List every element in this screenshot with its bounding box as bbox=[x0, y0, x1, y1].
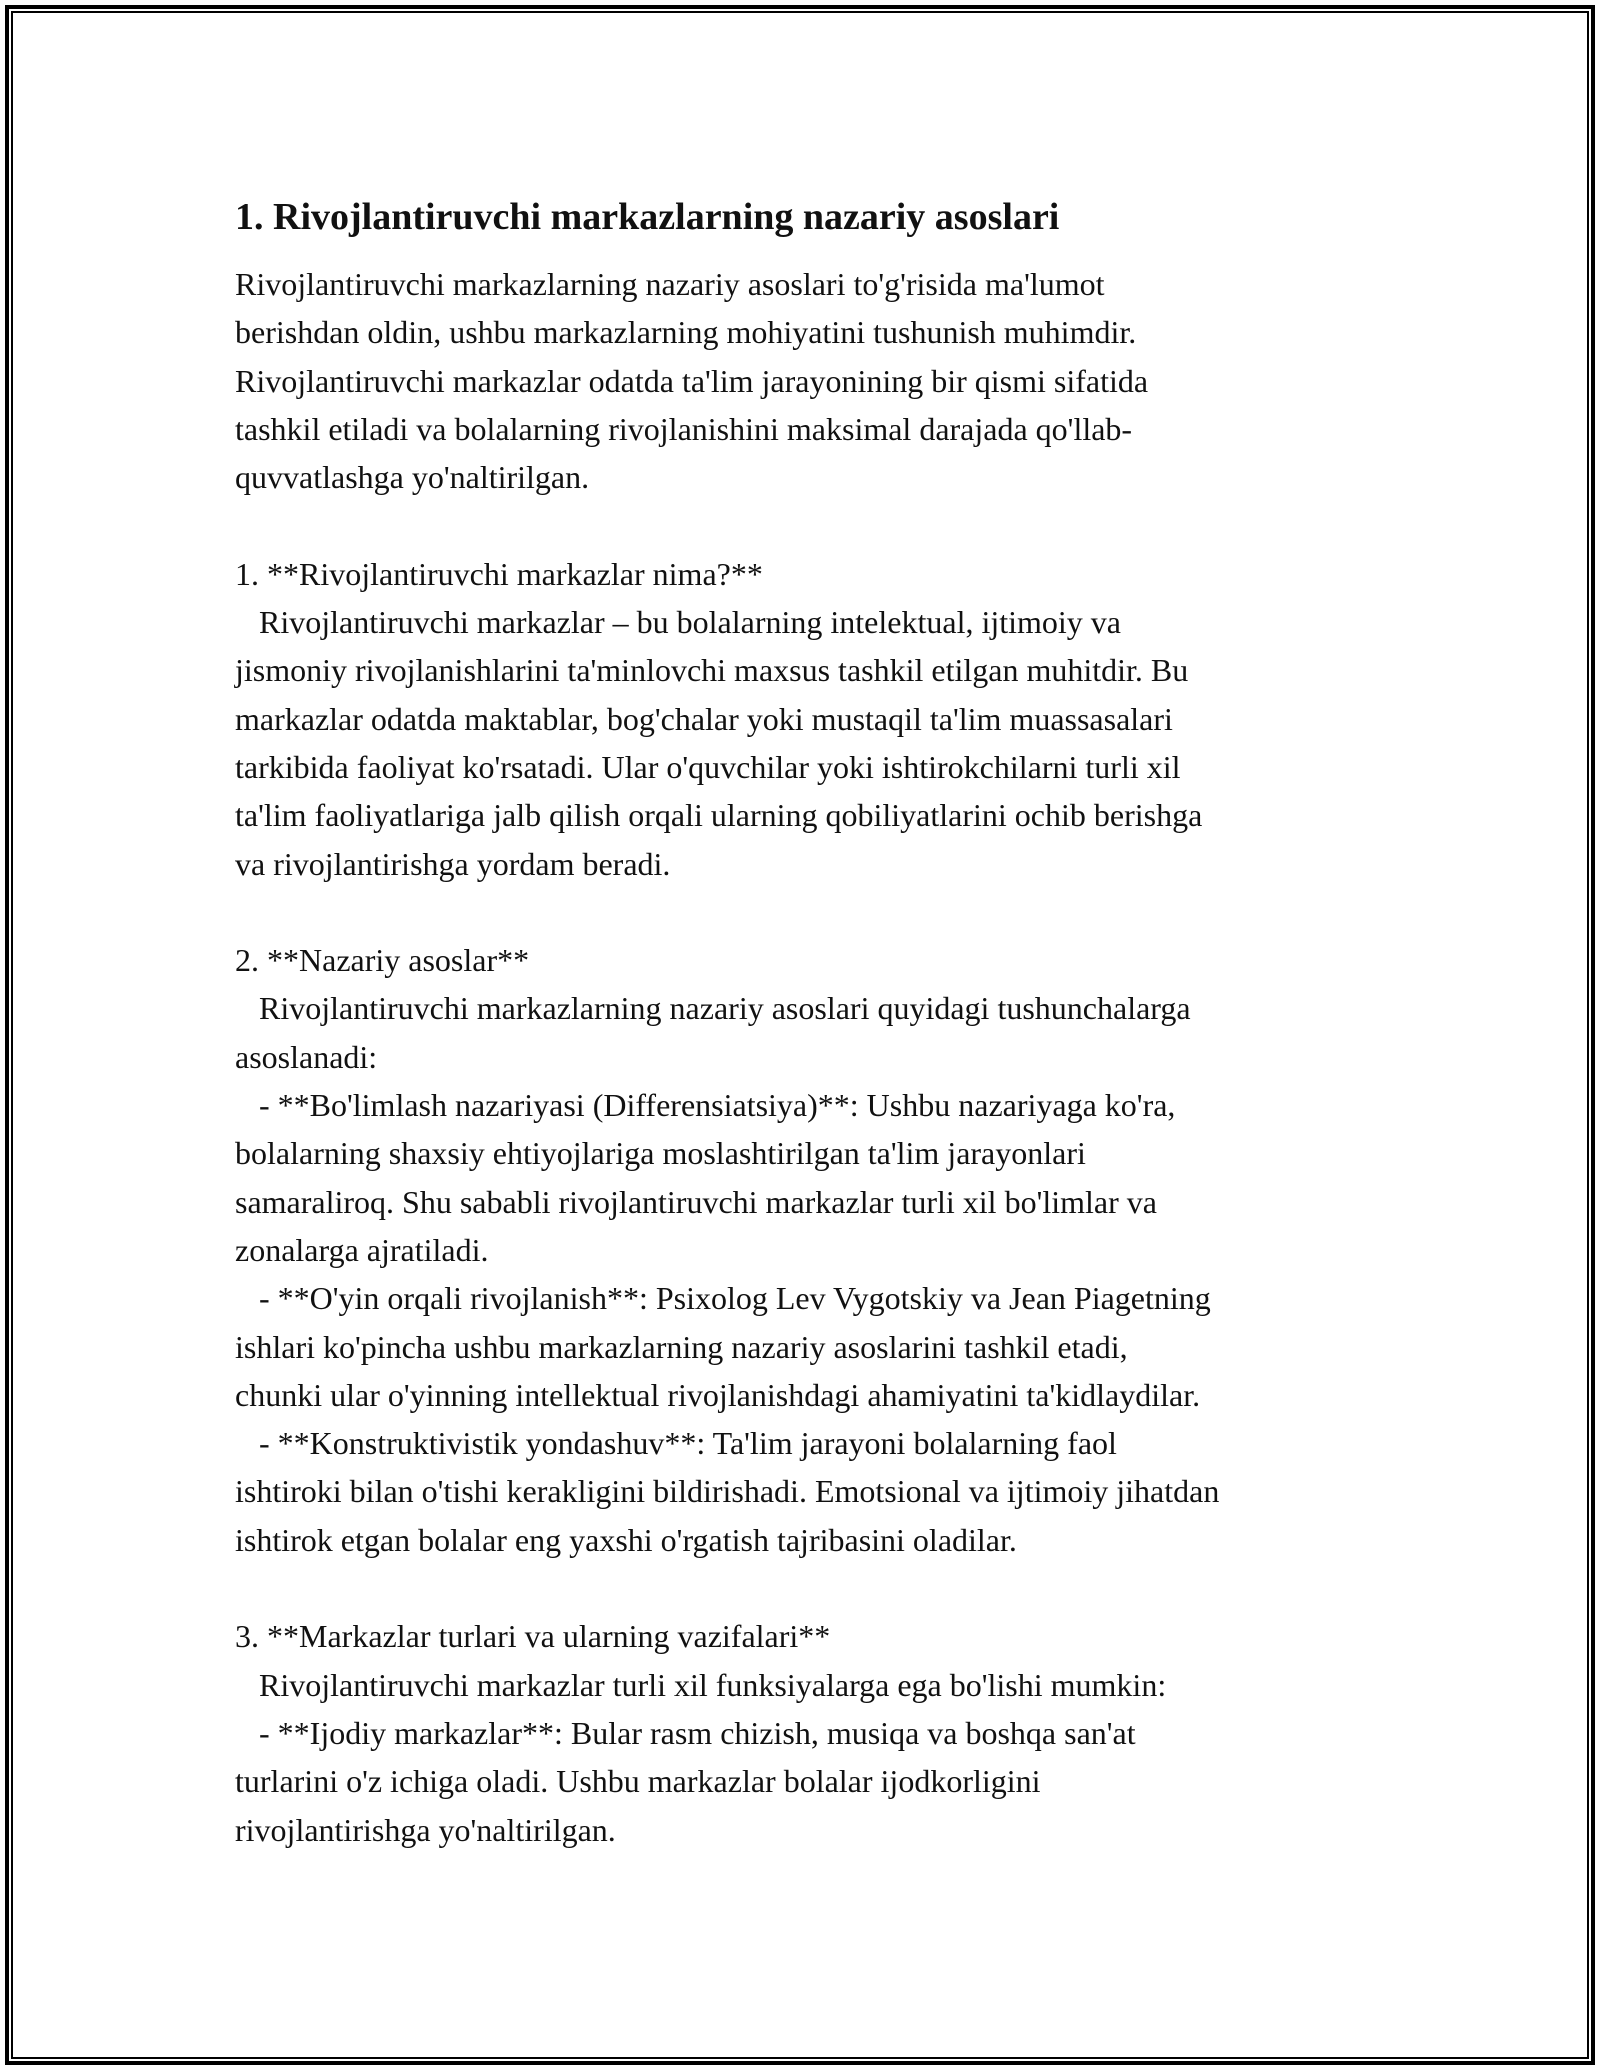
section-3 bbox=[235, 1612, 1375, 1853]
text-line: markazlar odatda maktablar, bog'chalar yoki mustaqil ta'lim muassasalari bbox=[235, 700, 1173, 737]
text-line: quvvatlashga yo'naltirilgan. bbox=[235, 459, 590, 496]
text-line: - **O'yin orqali rivojlanish**: Psixolog Lev Vygotskiy va Jean Piagetning bbox=[235, 1280, 1211, 1317]
text-line: Rivojlantiruvchi markazlar odatda ta'lim jarayonining bir qismi sifatida bbox=[235, 362, 1149, 399]
text-line: chunki ular o'yinning intellektual rivojlanishdagi ahamiyatini ta'kidlaydilar. bbox=[235, 1376, 1201, 1413]
paragraph-gap bbox=[235, 888, 1375, 936]
document-title: 1. Rivojlantiruvchi markazlarning nazariy asoslari bbox=[235, 196, 1060, 238]
text-line: Rivojlantiruvchi markazlarning nazariy asoslari to'g'risida ma'lumot bbox=[235, 266, 1105, 302]
intro-paragraph bbox=[235, 260, 1375, 501]
text-line: tarkibida faoliyat ko'rsatadi. Ular o'quvchilar yoki ishtirokchilarni turli xil bbox=[235, 748, 1181, 785]
section-heading: 3. **Markazlar turlari va ularning vazifalari** bbox=[235, 1618, 831, 1655]
section-heading: 2. **Nazariy asoslar** bbox=[235, 942, 530, 979]
paragraph-gap bbox=[235, 1564, 1375, 1612]
text-line: turlarini o'z ichiga oladi. Ushbu markazlar bolalar ijodkorligini bbox=[235, 1763, 1041, 1800]
document-body bbox=[235, 260, 1375, 1854]
paragraph-gap bbox=[235, 501, 1375, 549]
text-line: va rivojlantirishga yordam beradi. bbox=[235, 845, 671, 882]
text-line: ishtiroki bilan o'tishi kerakligini bildirishadi. Emotsional va ijtimoiy jihatdan bbox=[235, 1473, 1220, 1510]
text-line: berishdan oldin, ushbu markazlarning mohiyatini tushunish muhimdir. bbox=[235, 314, 1137, 351]
text-line: samaraliroq. Shu sababli rivojlantiruvchi markazlar turli xil bo'limlar va bbox=[235, 1183, 1157, 1220]
text-line: - **Ijodiy markazlar**: Bular rasm chizish, musiqa va boshqa san'at bbox=[235, 1714, 1136, 1751]
text-line: ishtirok etgan bolalar eng yaxshi o'rgatish tajribasini oladilar. bbox=[235, 1521, 1017, 1558]
text-line: tashkil etiladi va bolalarning rivojlanishini maksimal darajada qo'llab- bbox=[235, 410, 1133, 447]
text-line: zonalarga ajratiladi. bbox=[235, 1231, 489, 1268]
text-line: - **Konstruktivistik yondashuv**: Ta'lim jarayoni bolalarning faol bbox=[235, 1425, 1117, 1462]
text-line: rivojlantirishga yo'naltirilgan. bbox=[235, 1811, 616, 1848]
section-heading: 1. **Rivojlantiruvchi markazlar nima?** bbox=[235, 555, 763, 592]
text-line: jismoniy rivojlanishlarini ta'minlovchi maxsus tashkil etilgan muhitdir. Bu bbox=[235, 652, 1189, 689]
text-line: bolalarning shaxsiy ehtiyojlariga moslashtirilgan ta'lim jarayonlari bbox=[235, 1135, 1086, 1172]
text-line: Rivojlantiruvchi markazlar turli xil funksiyalarga ega bo'lishi mumkin: bbox=[235, 1666, 1167, 1703]
section-2 bbox=[235, 936, 1375, 1564]
text-line: Rivojlantiruvchi markazlarning nazariy asoslari quyidagi tushunchalarga bbox=[235, 990, 1191, 1027]
text-line: - **Bo'limlash nazariyasi (Differensiatsiya)**: Ushbu nazariyaga ko'ra, bbox=[235, 1087, 1176, 1124]
section-1 bbox=[235, 550, 1375, 888]
document-page bbox=[235, 188, 1375, 1854]
text-line: Rivojlantiruvchi markazlar – bu bolalarning intelektual, ijtimoiy va bbox=[235, 604, 1121, 641]
text-line: asoslanadi: bbox=[235, 1038, 378, 1075]
text-line: ta'lim faoliyatlariga jalb qilish orqali ularning qobiliyatlarini ochib berishga bbox=[235, 797, 1203, 834]
text-line: ishlari ko'pincha ushbu markazlarning nazariy asoslarini tashkil etadi, bbox=[235, 1328, 1128, 1365]
